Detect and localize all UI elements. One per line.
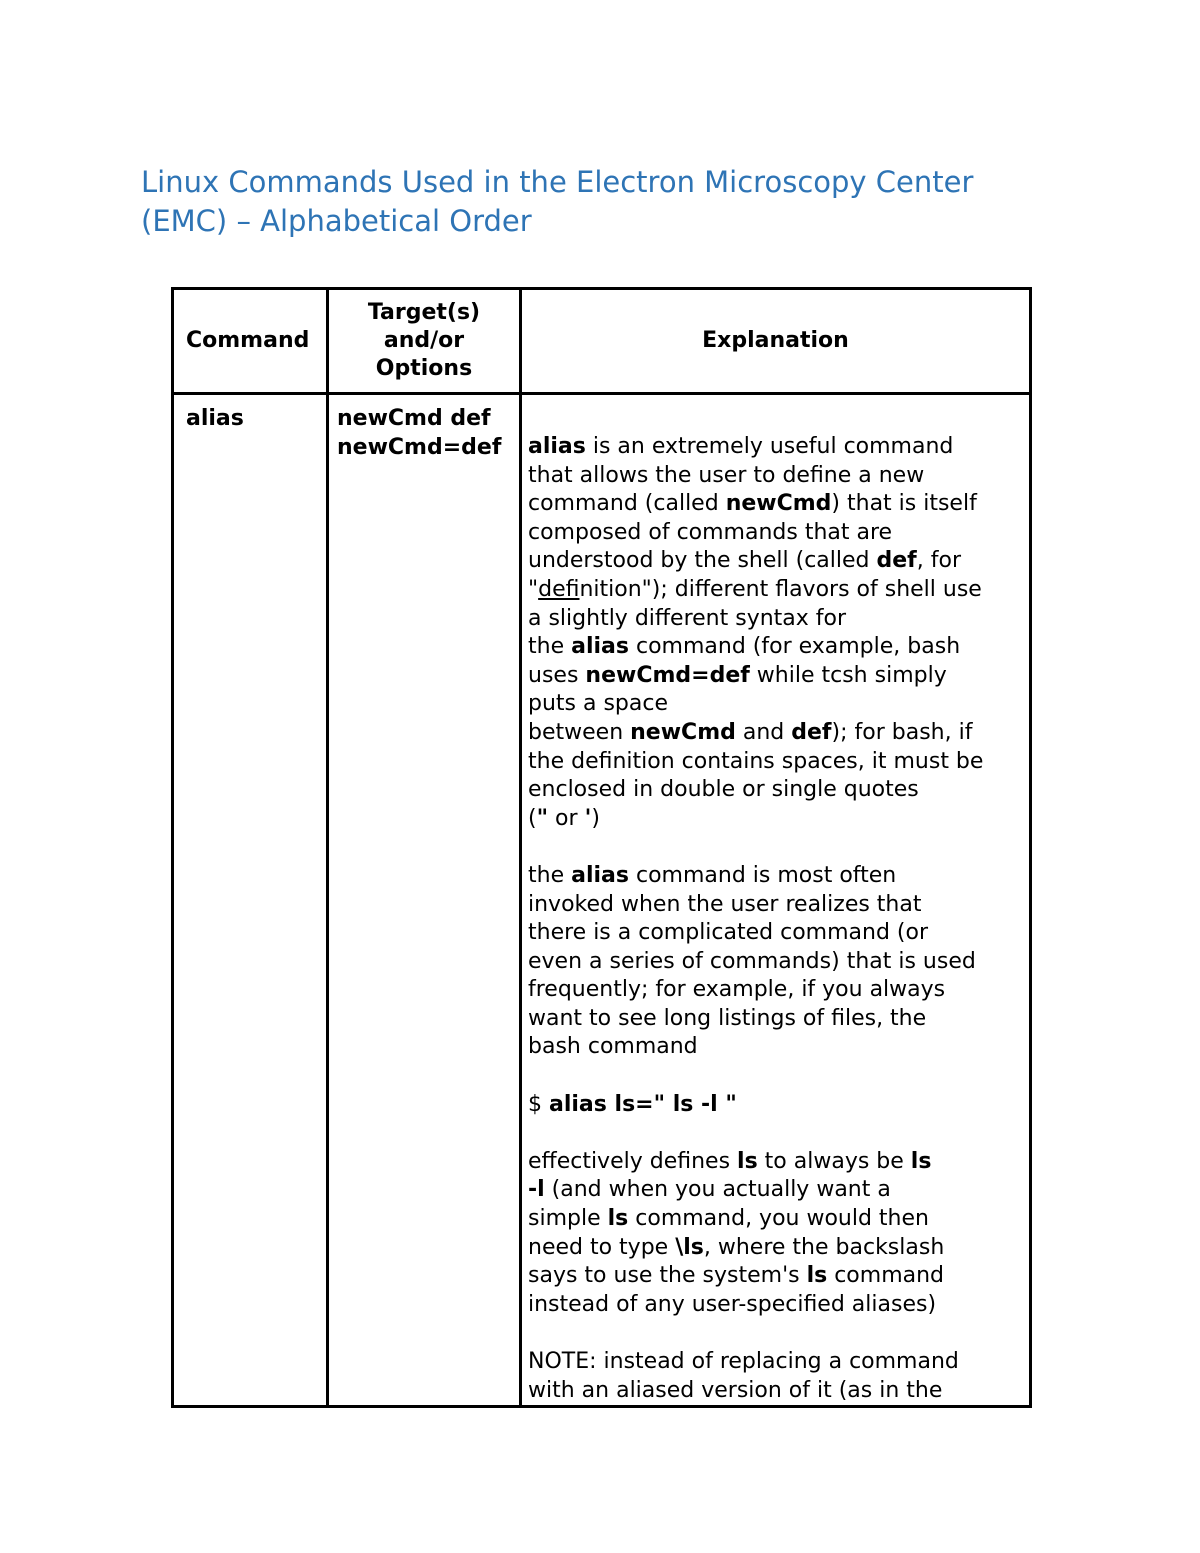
explanation-line: between newCmd and def); for bash, if xyxy=(528,719,973,745)
header-targets xyxy=(328,289,521,394)
explanation-line: uses newCmd=def while tcsh simply xyxy=(528,662,947,688)
explanation-line: a slightly different syntax for xyxy=(528,605,847,631)
explanation-paragraph xyxy=(528,1091,1023,1120)
header-targets-line: and/or xyxy=(383,328,465,353)
explanation-line: understood by the shell (called def, for xyxy=(528,548,962,574)
explanation-line: the alias command is most often xyxy=(528,862,897,888)
explanation-line: NOTE: instead of replacing a command xyxy=(528,1349,959,1374)
header-command: Command xyxy=(173,289,328,394)
explanation-line: (" or ') xyxy=(528,805,600,831)
explanation-line: "definition"); different flavors of shell use xyxy=(528,576,982,602)
explanation-line: need to type \ls, where the backslash xyxy=(528,1234,945,1260)
explanation-line: -l (and when you actually want a xyxy=(528,1177,891,1203)
commands-table xyxy=(171,287,1032,1408)
explanation-line: $ alias ls=" ls -l " xyxy=(528,1091,737,1117)
table-row xyxy=(173,394,1031,1407)
header-explanation: Explanation xyxy=(521,289,1031,394)
explanation-cell xyxy=(521,394,1031,1407)
table-header-row xyxy=(173,289,1031,394)
explanation-line: alias is an extremely useful command xyxy=(528,434,954,459)
explanation-line: with an aliased version of it (as in the xyxy=(528,1377,943,1403)
command-cell xyxy=(173,394,328,1407)
explanation-paragraph xyxy=(528,1348,1023,1405)
explanation-line: says to use the system's ls command xyxy=(528,1263,945,1289)
explanation-line: that allows the user to define a new xyxy=(528,462,925,488)
command-name: alias xyxy=(186,406,244,431)
explanation-text xyxy=(522,395,1029,1405)
explanation-line: there is a complicated command (or xyxy=(528,920,928,946)
document-title: Linux Commands Used in the Electron Microscopy Center (EMC) – Alphabetical Order xyxy=(141,165,974,238)
explanation-line: simple ls command, you would then xyxy=(528,1206,929,1232)
explanation-line: composed of commands that are xyxy=(528,519,893,545)
explanation-line: frequently; for example, if you always xyxy=(528,977,946,1003)
explanation-line: want to see long listings of files, the xyxy=(528,1005,927,1031)
explanation-line: even a series of commands) that is used xyxy=(528,948,976,974)
explanation-line: puts a space xyxy=(528,691,669,717)
explanation-line: effectively defines ls to always be ls xyxy=(528,1148,932,1174)
explanation-line: invoked when the user realizes that xyxy=(528,891,922,917)
explanation-line: instead of any user-specified aliases) xyxy=(528,1291,937,1317)
target-option: newCmd def xyxy=(337,406,491,431)
explanation-paragraph xyxy=(528,862,1023,1062)
explanation-line: bash command xyxy=(528,1034,698,1060)
explanation-line: the definition contains spaces, it must be xyxy=(528,748,984,774)
explanation-line: the alias command (for example, bash xyxy=(528,634,961,660)
explanation-paragraph xyxy=(528,433,1023,833)
explanation-line: command (called newCmd) that is itself xyxy=(528,491,977,517)
header-targets-line: Target(s) xyxy=(367,300,481,325)
targets-cell xyxy=(328,394,521,1407)
explanation-line: enclosed in double or single quotes xyxy=(528,777,919,803)
targets-text xyxy=(329,395,519,462)
explanation-paragraph xyxy=(528,1148,1023,1320)
header-targets-line: Options xyxy=(375,356,473,381)
commands-table-container xyxy=(171,287,1029,1408)
target-option: newCmd=def xyxy=(337,434,502,460)
